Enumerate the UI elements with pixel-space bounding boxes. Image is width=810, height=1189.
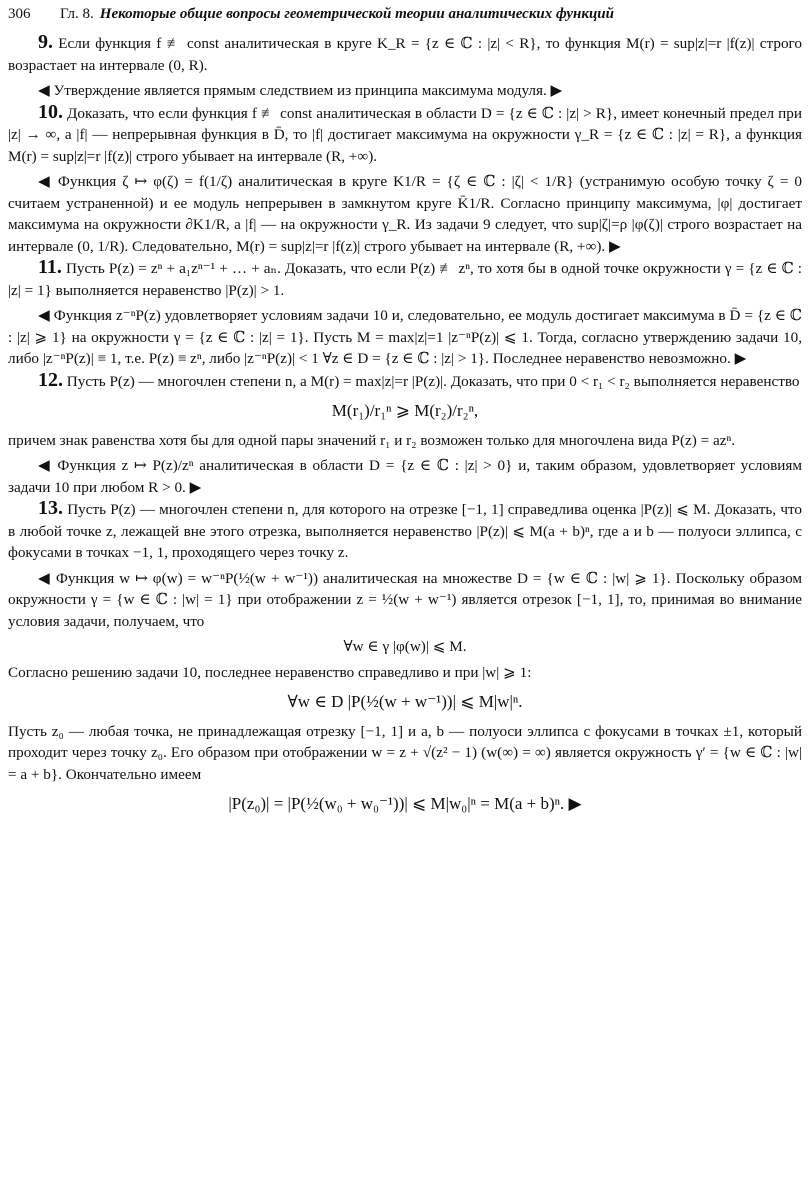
problem-9-solution: ◀ Утверждение является прямым следствием из принципа максимума модуля. ▶ (38, 82, 563, 99)
problem-statement: Пусть P(z) = zⁿ + a₁zⁿ⁻¹ + … + aₙ. Доказать, что если P(z) ≢ zⁿ, то хотя бы в одной точке окружности γ = {z ∈ ℂ : |z| = 1} выполняется неравенство |P(z)| > 1. (8, 260, 803, 299)
running-header (8, 4, 802, 32)
problem-13-solution: ◀ Функция w ↦ φ(w) = w⁻ⁿP(½(w + w⁻¹)) аналитическая на множестве D = {w ∈ ℂ : |w| ⩾ 1}. Поскольку образом окружности γ = {w ∈ ℂ : |w| = 1} при отображении z = ½(w + w⁻¹) является отрезок [−1, 1], то, принимая во внимание условия задачи, получаем, что (8, 569, 802, 630)
problem-number: 11. (38, 256, 62, 278)
chapter-title: Некоторые общие вопросы геометрической теории аналитических функций (99, 6, 614, 22)
problem-number: 12. (38, 368, 63, 391)
display-formula: |P(z₀)| = |P(½(w₀ + w₀⁻¹))| ⩽ M|w₀|ⁿ = M(a + b)ⁿ. ▶ (228, 794, 582, 813)
problem-number: 9. (38, 31, 53, 53)
problem-number: 13. (38, 497, 63, 519)
display-formula: ∀w ∈ γ |φ(w)| ⩽ M. (343, 638, 467, 655)
display-formula: M(r₁)/r₁ⁿ ⩾ M(r₂)/r₂ⁿ, (331, 401, 479, 420)
problem-number: 10. (38, 100, 63, 123)
problem-9 (8, 32, 802, 76)
display-formula: ∀w ∈ D |P(½(w + w⁻¹))| ⩽ M|w|ⁿ. (287, 692, 523, 711)
problem-statement-continued: причем знак равенства хотя бы для одной пары значений r₁ и r₂ возможен только для многочлена вида P(z) = azⁿ. (8, 431, 736, 449)
problem-statement: Доказать, что если функция f ≢ const аналитическая в области D = {z ∈ ℂ : |z| > R}, имеет конечный предел при |z| → ∞, а |f| — непрерывная функция в D̄, то |f| достигает максимума на окружности γ_R = {z ∈ ℂ : |z| = R}, а функция M(r) = sup|z|=r |f(z)| строго убывает на интервале (R, +∞). (8, 104, 802, 165)
page (8, 4, 802, 823)
problem-10-solution: ◀ Функция ζ ↦ φ(ζ) = f(1/ζ) аналитическая в круге K1/R = {ζ ∈ ℂ : |ζ| < 1/R} (устранимую особую точку ζ = 0 считаем устраненной) и ее модуль непрерывен в замкнутом круге K̄1/R. Согласно принципу максимума, |φ| достигает максимума на окружности ∂K1/R, а |f| — на окружности γ_R. Из задачи 9 следует, что sup|ζ|=ρ |φ(ζ)| строго возрастает на интервале (0, 1/R). Следовательно, M(r) = sup|z|=r |f(z)| строго убывает на интервале (R, +∞). ▶ (8, 173, 802, 255)
problem-statement: Пусть P(z) — многочлен степени n, а M(r) = max|z|=r |P(z)|. Доказать, что при 0 < r₁ < r₂ выполняется неравенство (66, 372, 800, 390)
solution-text: Согласно решению задачи 10, последнее неравенство справедливо и при |w| ⩾ 1: (8, 663, 532, 681)
problem-statement: Если функция f ≢ const аналитическая в круге K_R = {z ∈ ℂ : |z| < R}, то функция M(r) = sup|z|=r |f(z)| строго возрастает на интервале (0, R). (8, 35, 803, 74)
problem-12-solution: ◀ Функция z ↦ P(z)/zⁿ аналитическая в области D = {z ∈ ℂ : |z| > 0} и, таким образом, удовлетворяет условиям задачи 10 при любом R > 0. ▶ (8, 457, 802, 496)
problem-12 (8, 370, 802, 393)
problem-statement: Пусть P(z) — многочлен степени n, для которого на отрезке [−1, 1] справедлива оценка |P(z)| ⩽ M. Доказать, что в любой точке z, лежащей вне этого отрезка, выполняется неравенство |P(z)| ⩽ M(a + b)ⁿ, где a и b — полуоси эллипса, с фокусами в точках −1, 1, проходящего через точку z. (8, 501, 802, 561)
problem-11 (8, 257, 802, 301)
problem-13 (8, 498, 802, 564)
chapter-label: Гл. 8. (60, 6, 94, 22)
problem-11-solution: ◀ Функция z⁻ⁿP(z) удовлетворяет условиям задачи 10 и, следовательно, ее модуль достигает максимума в D̄ = {z ∈ ℂ : |z| ⩾ 1} на окружности γ = {z ∈ ℂ : |z| = 1}. Пусть M = max|z|=1 |z⁻ⁿP(z)| ⩽ 1. Тогда, согласно утверждению задачи 10, либо |z⁻ⁿP(z)| ≡ 1, т.е. P(z) ≡ zⁿ, либо |z⁻ⁿP(z)| < 1 ∀z ∈ D = {z ∈ ℂ : |z| > 1}. Последнее неравенство невозможно. ▶ (8, 307, 802, 367)
problem-10 (8, 102, 802, 168)
page-number: 306 (8, 6, 31, 22)
solution-text: Пусть z₀ — любая точка, не принадлежащая отрезку [−1, 1] и a, b — полуоси эллипса с фокусами в точках ±1, который проходит через точку z₀. Его образом при отображении w = z + √(z² − 1) (w(∞) = ∞) является окружность γ′ = {w ∈ ℂ : |w| = a + b}. Окончательно имеем (8, 722, 802, 783)
